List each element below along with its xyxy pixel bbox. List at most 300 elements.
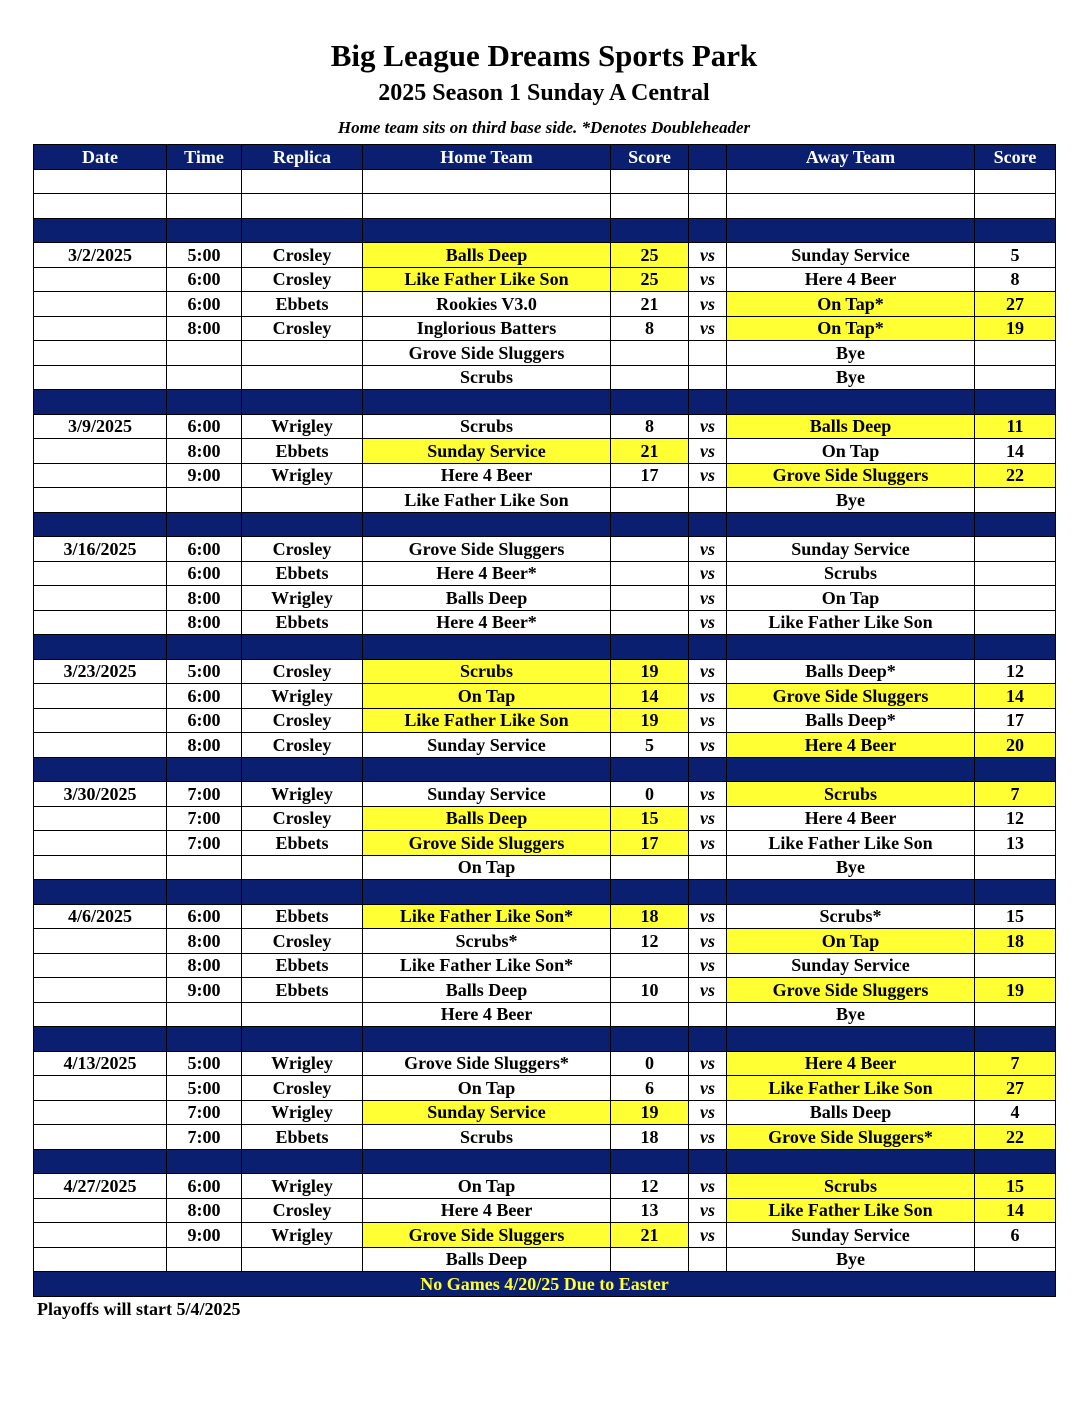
game-row [34,1125,1056,1150]
separator-row [34,390,1056,415]
away-score-cell [975,218,1056,243]
home-team-cell [363,757,611,782]
home-score-cell: 18 [611,1125,689,1150]
date-cell: 3/23/2025 [34,659,167,684]
home-team-cell [363,390,611,415]
replica-cell: Wrigley [242,684,363,709]
replica-cell [242,1247,363,1272]
home-score-cell [611,390,689,415]
time-cell: 5:00 [167,243,242,268]
date-cell [34,586,167,611]
replica-cell [242,757,363,782]
replica-cell: Ebbets [242,904,363,929]
home-team-cell: Balls Deep [363,586,611,611]
date-cell [34,169,167,194]
game-row [34,463,1056,488]
col-header-home-team: Home Team [363,145,611,170]
away-score-cell [975,537,1056,562]
time-cell: 7:00 [167,782,242,807]
separator-row [34,218,1056,243]
date-cell [34,365,167,390]
away-score-cell: 27 [975,1076,1056,1101]
away-score-cell [975,561,1056,586]
game-row [34,831,1056,856]
home-score-cell: 15 [611,806,689,831]
date-cell [34,1149,167,1174]
game-row [34,782,1056,807]
home-score-cell: 21 [611,292,689,317]
time-cell [167,365,242,390]
date-cell: 3/16/2025 [34,537,167,562]
time-cell: 7:00 [167,1100,242,1125]
vs-cell: vs [689,1125,727,1150]
col-header-time: Time [167,145,242,170]
date-cell [34,1100,167,1125]
time-cell: 6:00 [167,904,242,929]
playoffs-note: Playoffs will start 5/4/2025 [37,1299,241,1319]
home-score-cell: 19 [611,1100,689,1125]
home-score-cell [611,586,689,611]
home-team-cell: Scrubs [363,414,611,439]
away-team-cell [727,1149,975,1174]
date-cell [34,267,167,292]
vs-cell: vs [689,1174,727,1199]
game-row [34,1174,1056,1199]
date-cell: 4/13/2025 [34,1051,167,1076]
home-score-cell: 12 [611,1174,689,1199]
time-cell: 6:00 [167,292,242,317]
home-team-cell: Balls Deep [363,978,611,1003]
time-cell: 8:00 [167,439,242,464]
away-score-cell: 27 [975,292,1056,317]
replica-cell [242,1149,363,1174]
away-score-cell: 12 [975,806,1056,831]
away-team-cell: Sunday Service [727,537,975,562]
date-cell [34,953,167,978]
footer-banner-row [34,1272,1056,1297]
vs-cell: vs [689,929,727,954]
away-team-cell: Here 4 Beer [727,733,975,758]
vs-cell: vs [689,1051,727,1076]
time-cell [167,1027,242,1052]
home-score-cell: 0 [611,782,689,807]
away-score-cell [975,880,1056,905]
home-score-cell [611,341,689,366]
away-team-cell: Scrubs* [727,904,975,929]
away-team-cell: On Tap [727,929,975,954]
away-score-cell [975,953,1056,978]
home-score-cell [611,1149,689,1174]
time-cell [167,488,242,513]
time-cell: 9:00 [167,463,242,488]
home-score-cell [611,635,689,660]
vs-cell: vs [689,782,727,807]
away-score-cell: 19 [975,316,1056,341]
date-cell [34,316,167,341]
away-score-cell [975,341,1056,366]
away-team-cell: Like Father Like Son [727,1198,975,1223]
game-row [34,316,1056,341]
separator-row [34,1149,1056,1174]
col-header-date: Date [34,145,167,170]
away-score-cell: 15 [975,904,1056,929]
away-team-cell: Grove Side Sluggers [727,978,975,1003]
vs-cell [689,169,727,194]
replica-cell [242,1002,363,1027]
away-team-cell [727,757,975,782]
home-team-cell: On Tap [363,684,611,709]
away-team-cell [727,512,975,537]
home-team-cell: Like Father Like Son [363,708,611,733]
replica-cell: Crosley [242,929,363,954]
away-score-cell: 14 [975,439,1056,464]
away-score-cell: 19 [975,978,1056,1003]
away-team-cell: Here 4 Beer [727,1051,975,1076]
away-team-cell: On Tap* [727,292,975,317]
time-cell [167,169,242,194]
game-row [34,1223,1056,1248]
time-cell [167,1149,242,1174]
replica-cell [242,365,363,390]
home-score-cell: 25 [611,243,689,268]
home-score-cell: 19 [611,659,689,684]
vs-cell [689,365,727,390]
home-team-cell: On Tap [363,855,611,880]
game-row [34,439,1056,464]
replica-cell: Ebbets [242,953,363,978]
date-cell [34,831,167,856]
game-row [34,806,1056,831]
home-team-cell [363,1027,611,1052]
game-row [34,904,1056,929]
home-team-cell: Sunday Service [363,1100,611,1125]
home-team-cell: Here 4 Beer [363,1002,611,1027]
col-header-replica: Replica [242,145,363,170]
home-score-cell [611,610,689,635]
schedule-table [33,144,1056,1297]
home-team-cell: Balls Deep [363,1247,611,1272]
vs-cell: vs [689,292,727,317]
away-team-cell [727,169,975,194]
home-score-cell: 6 [611,1076,689,1101]
time-cell: 7:00 [167,806,242,831]
game-row [34,488,1056,513]
home-score-cell [611,1002,689,1027]
home-score-cell: 10 [611,978,689,1003]
date-cell [34,929,167,954]
replica-cell: Crosley [242,537,363,562]
away-team-cell: Bye [727,341,975,366]
home-score-cell: 21 [611,439,689,464]
footer-banner: No Games 4/20/25 Due to Easter [34,1272,1056,1297]
home-team-cell: Inglorious Batters [363,316,611,341]
home-team-cell: Grove Side Sluggers* [363,1051,611,1076]
replica-cell: Crosley [242,708,363,733]
vs-cell: vs [689,904,727,929]
replica-cell: Ebbets [242,292,363,317]
date-cell [34,635,167,660]
time-cell: 8:00 [167,929,242,954]
away-score-cell: 20 [975,733,1056,758]
away-team-cell: Bye [727,855,975,880]
col-header-away-score: Score [975,145,1056,170]
away-team-cell: Grove Side Sluggers* [727,1125,975,1150]
vs-cell [689,1027,727,1052]
away-score-cell [975,194,1056,219]
vs-cell [689,488,727,513]
replica-cell: Wrigley [242,586,363,611]
time-cell: 5:00 [167,1076,242,1101]
home-score-cell: 8 [611,316,689,341]
date-cell [34,218,167,243]
date-cell [34,684,167,709]
vs-cell: vs [689,414,727,439]
replica-cell: Crosley [242,316,363,341]
game-row [34,414,1056,439]
vs-cell [689,757,727,782]
vs-cell [689,194,727,219]
game-row [34,708,1056,733]
time-cell: 8:00 [167,953,242,978]
away-score-cell [975,1247,1056,1272]
vs-cell [689,1247,727,1272]
replica-cell [242,855,363,880]
away-score-cell: 13 [975,831,1056,856]
away-score-cell [975,1002,1056,1027]
away-score-cell: 11 [975,414,1056,439]
game-row [34,537,1056,562]
date-cell [34,708,167,733]
home-team-cell: Balls Deep [363,806,611,831]
away-score-cell: 14 [975,1198,1056,1223]
replica-cell: Ebbets [242,561,363,586]
replica-cell [242,635,363,660]
replica-cell [242,390,363,415]
away-score-cell: 22 [975,1125,1056,1150]
time-cell: 7:00 [167,1125,242,1150]
date-cell [34,610,167,635]
away-score-cell: 14 [975,684,1056,709]
home-score-cell [611,561,689,586]
date-cell [34,1027,167,1052]
away-team-cell: Grove Side Sluggers [727,463,975,488]
date-cell [34,806,167,831]
away-score-cell [975,365,1056,390]
replica-cell: Wrigley [242,1051,363,1076]
blank-row [34,169,1056,194]
vs-cell: vs [689,243,727,268]
date-cell: 3/30/2025 [34,782,167,807]
home-score-cell [611,512,689,537]
away-team-cell: Here 4 Beer [727,267,975,292]
away-score-cell [975,1027,1056,1052]
home-score-cell: 21 [611,1223,689,1248]
date-cell [34,1076,167,1101]
replica-cell [242,880,363,905]
time-cell [167,512,242,537]
away-score-cell: 8 [975,267,1056,292]
home-score-cell [611,218,689,243]
vs-cell: vs [689,659,727,684]
away-score-cell: 7 [975,1051,1056,1076]
home-team-cell: Here 4 Beer [363,463,611,488]
schedule-body [34,169,1056,1272]
away-team-cell: Bye [727,1002,975,1027]
home-score-cell: 0 [611,1051,689,1076]
away-team-cell: Sunday Service [727,953,975,978]
away-score-cell [975,635,1056,660]
vs-cell: vs [689,708,727,733]
away-score-cell [975,390,1056,415]
home-score-cell: 13 [611,1198,689,1223]
away-score-cell: 6 [975,1223,1056,1248]
home-score-cell: 19 [611,708,689,733]
time-cell [167,880,242,905]
game-row [34,365,1056,390]
away-team-cell: Scrubs [727,1174,975,1199]
time-cell: 9:00 [167,1223,242,1248]
date-cell: 3/9/2025 [34,414,167,439]
home-team-cell [363,218,611,243]
game-row [34,659,1056,684]
home-team-cell: Sunday Service [363,439,611,464]
game-row [34,953,1056,978]
home-team-cell: Here 4 Beer* [363,610,611,635]
away-score-cell [975,169,1056,194]
home-score-cell [611,488,689,513]
home-team-cell: Like Father Like Son [363,267,611,292]
date-cell [34,1002,167,1027]
replica-cell: Crosley [242,806,363,831]
date-cell: 4/27/2025 [34,1174,167,1199]
vs-cell [689,512,727,537]
home-score-cell [611,1027,689,1052]
replica-cell: Wrigley [242,1174,363,1199]
game-row [34,267,1056,292]
time-cell [167,1002,242,1027]
date-cell: 3/2/2025 [34,243,167,268]
away-score-cell [975,1149,1056,1174]
date-cell [34,194,167,219]
home-score-cell [611,537,689,562]
vs-cell [689,1002,727,1027]
separator-row [34,1027,1056,1052]
home-team-cell: Scrubs [363,365,611,390]
vs-cell: vs [689,610,727,635]
date-cell [34,439,167,464]
home-team-cell: Sunday Service [363,733,611,758]
page-title: Big League Dreams Sports Park [330,38,758,73]
home-team-cell: Like Father Like Son [363,488,611,513]
vs-cell: vs [689,953,727,978]
home-score-cell [611,365,689,390]
replica-cell: Crosley [242,733,363,758]
home-score-cell: 17 [611,463,689,488]
away-score-cell: 7 [975,782,1056,807]
away-team-cell: Sunday Service [727,243,975,268]
time-cell [167,757,242,782]
away-team-cell: Scrubs [727,561,975,586]
replica-cell: Wrigley [242,1223,363,1248]
home-team-cell: Like Father Like Son* [363,904,611,929]
vs-cell: vs [689,806,727,831]
replica-cell: Crosley [242,1198,363,1223]
away-team-cell [727,1027,975,1052]
away-team-cell: Scrubs [727,782,975,807]
time-cell: 8:00 [167,1198,242,1223]
away-team-cell: Balls Deep [727,1100,975,1125]
time-cell: 6:00 [167,684,242,709]
replica-cell [242,488,363,513]
time-cell: 8:00 [167,316,242,341]
away-team-cell: Like Father Like Son [727,610,975,635]
home-team-cell: Rookies V3.0 [363,292,611,317]
vs-cell: vs [689,1198,727,1223]
replica-cell: Ebbets [242,978,363,1003]
date-cell [34,733,167,758]
replica-cell: Wrigley [242,414,363,439]
date-cell [34,855,167,880]
away-score-cell [975,757,1056,782]
game-row [34,733,1056,758]
date-cell: 4/6/2025 [34,904,167,929]
home-team-cell: Grove Side Sluggers [363,537,611,562]
vs-cell [689,390,727,415]
separator-row [34,635,1056,660]
replica-cell [242,1027,363,1052]
home-team-cell [363,880,611,905]
home-team-cell: Here 4 Beer* [363,561,611,586]
home-score-cell: 12 [611,929,689,954]
home-team-cell [363,635,611,660]
time-cell [167,1247,242,1272]
time-cell: 6:00 [167,267,242,292]
vs-cell: vs [689,831,727,856]
home-team-cell [363,194,611,219]
home-team-cell: Grove Side Sluggers [363,341,611,366]
time-cell: 8:00 [167,733,242,758]
home-team-cell [363,1149,611,1174]
time-cell: 5:00 [167,1051,242,1076]
home-team-cell: Scrubs [363,659,611,684]
time-cell: 5:00 [167,659,242,684]
separator-row [34,757,1056,782]
vs-cell: vs [689,267,727,292]
time-cell [167,635,242,660]
away-team-cell: Like Father Like Son [727,831,975,856]
game-row [34,929,1056,954]
game-row [34,978,1056,1003]
home-score-cell: 14 [611,684,689,709]
away-score-cell: 18 [975,929,1056,954]
vs-cell [689,635,727,660]
header-row [34,145,1056,170]
game-row [34,561,1056,586]
replica-cell: Ebbets [242,1125,363,1150]
away-team-cell: Bye [727,365,975,390]
home-score-cell [611,855,689,880]
home-team-cell: Grove Side Sluggers [363,1223,611,1248]
time-cell [167,218,242,243]
away-team-cell: Here 4 Beer [727,806,975,831]
col-header-vs [689,145,727,170]
away-score-cell: 5 [975,243,1056,268]
vs-cell [689,218,727,243]
away-score-cell: 17 [975,708,1056,733]
away-score-cell [975,586,1056,611]
date-cell [34,463,167,488]
away-score-cell: 15 [975,1174,1056,1199]
